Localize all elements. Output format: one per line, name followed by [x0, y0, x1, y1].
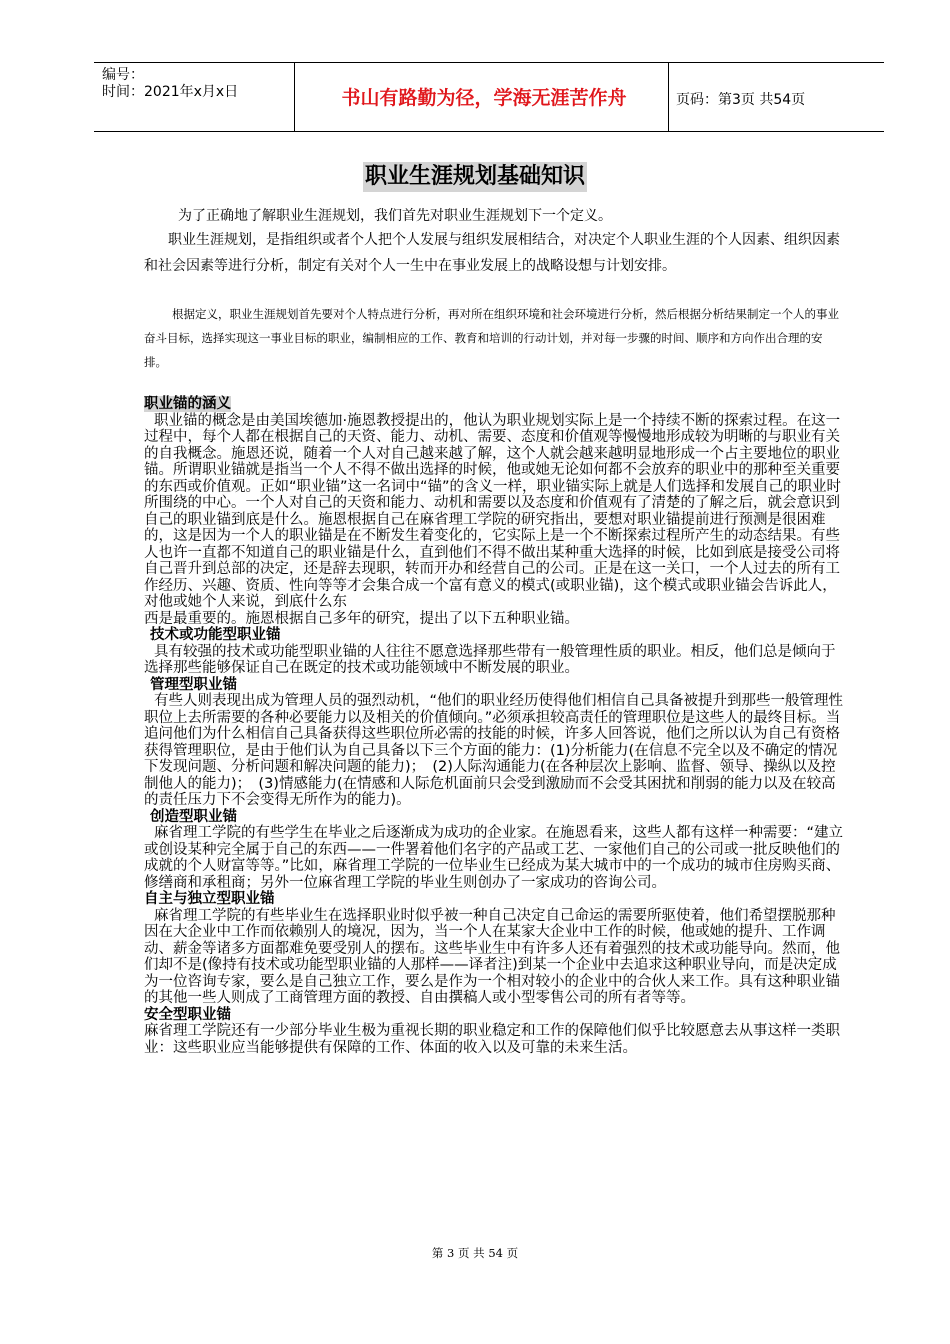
intro-text-3: 根据定义，职业生涯规划首先要对个人特点进行分析，再对所在组织环境和社会环境进行分析，然后根据分析结果制定一个人的事业奋斗目标，选择实现这一事业目标的职业，编制相应的工作、教育和培训的行动计划，并对每一步骤的时间、顺序和方向作出合理的安排。 [144, 307, 839, 369]
document-number-label: 编号： [102, 67, 144, 83]
anchor-type-heading: 自主与独立型职业锚 [144, 891, 275, 907]
anchor-type-text: 麻省理工学院的有些学生在毕业之后逐渐成为成功的企业家。在施恩看来，这些人都有这样一种需要：“建立或创设某种完全属于自己的东西——一件署着他们名字的产品或工艺、一家他们自己的公司或一批反映他们的成就的个人财富等等。”比如，麻省理工学院的一位毕业生已经成为某大城市中的一个成功的城市住房购买商、修缮商和承租商；另外一位麻省理工学院的毕业生则创办了一家成功的咨询公司。 [144, 825, 844, 891]
anchor-type-text: 麻省理工学院的有些毕业生在选择职业时似乎被一种自己决定自己命运的需要所驱使着，他们希望摆脱那种因在大企业中工作而依赖别人的境况，因为，当一个人在某家大企业中工作的时候，他或她的提升、工作调动、薪金等诸多方面都难免要受别人的摆布。这些毕业生中有许多人还有着强烈的技术或功能导向。然而，他们却不是(像持有技术或功能型职业锚的人那样——译者注)到某一个企业中去追求这种职业导向，而是决定成为一位咨询专家，要么是自己独立工作，要么是作为一个相对较小的企业中的合伙人来工作。具有这种职业锚的其他一些人则成了工商管理方面的教授、自由撰稿人或小型零售公司的所有者等等。 [144, 907, 840, 1006]
document-time: 时间：2021年x月x日 [102, 84, 239, 100]
section-paragraph: 职业锚的概念是由美国埃德加·施恩教授提出的，他认为职业规划实际上是一个持续不断的探索过程。在这一过程中，每个人都在根据自己的天资、能力、动机、需要、态度和价值观等慢慢地形成较为明晰的与职业有关的自我概念。施恩还说，随着一个人对自己越来越了解，这个人就会越来越明显地形成一个占主要地位的职业锚。所谓职业锚就是指当一个人不得不做出选择的时候，他或她无论如何都不会放弃的职业中的那种至关重要的东西或价值观。正如“职业锚”这一名词中“锚”的含义一样，职业锚实际上就是人们选择和发展自己的职业时所围绕的中心。一个人对自己的天资和能力、动机和需要以及态度和价值观有了清楚的了解之后，就会意识到自己的职业锚到底是什么。施恩根据自己在麻省理工学院的研究指出，要想对职业锚提前进行预测是很困难的，这是因为一个人的职业锚是在不断发生着变化的，它实际上是一个不断探索过程所产生的动态结果。有些人也许一直都不知道自己的职业锚是什么，直到他们不得不做出某种重大选择的时候，比如到底是接受公司将自己晋升到总部的决定，还是辞去现职，转而开办和经营自己的公司。正是在这一关口，一个人过去的所有工作经历、兴趣、资质、性向等等才会集合成一个富有意义的模式(或职业锚)，这个模式或职业锚会告诉此人，对他或她个人来说，到底什么东 [144, 412, 842, 610]
header-motto: 书山有路勤为径，学海无涯苦作舟 [341, 87, 627, 109]
anchor-type-text: 有些人则表现出成为管理人员的强烈动机，“他们的职业经历使得他们相信自己具备被提升到那些一般管理性职位上去所需要的各种必要能力以及相关的价值倾向。”必须承担较高责任的管理职位是这些人的最终目标。当追问他们为什么相信自己具备获得这些职位所必需的技能的时候，许多人回答说，他们之所以认为自己有资格获得管理职位，是由于他们认为自己具备以下三个方面的能力：(1)分析能力(在信息不完全以及不确定的情况下发现问题、分析问题和解决问题的能力)； (2)人际沟通能力(在各种层次上影响、监督、领导、操纵以及控制他人的能力)； (3)情感能力(在情感和人际危机面前只会受到激励而不会受其困扰和削弱的能力以及在较高的责任压力下不会变得无所作为的能力)。 [144, 693, 844, 808]
anchor-type-heading: 创造型职业锚 [150, 808, 237, 825]
section-paragraph: 西是最重要的。施恩根据自己多年的研究，提出了以下五种职业锚。 [144, 610, 579, 627]
header-divider [294, 63, 295, 131]
anchor-type-text: 麻省理工学院还有一少部分毕业生极为重视长期的职业稳定和工作的保障他们似乎比较愿意去从事这样一类职业：这些职业应当能够提供有保障的工作、体面的收入以及可靠的未来生活。 [144, 1023, 840, 1056]
anchor-type-heading: 安全型职业锚 [144, 1006, 231, 1023]
intro-text-1: 为了正确地了解职业生涯规划，我们首先对职业生涯规划下一个定义。 [178, 208, 612, 224]
header-meta [102, 67, 238, 101]
intro-paragraph [144, 302, 844, 374]
header-page-info: 页码：第3页 共54页 [676, 92, 806, 108]
page-header [94, 62, 884, 132]
section-heading [144, 396, 844, 413]
section-heading-text: 职业锚的涵义 [144, 396, 231, 412]
page-footer: 第 3 页 共 54 页 [431, 1246, 519, 1260]
main-content [144, 396, 844, 1056]
document-title: 职业生涯规划基础知识 [363, 162, 587, 192]
document-title-wrap [0, 162, 950, 192]
intro-paragraph [144, 228, 844, 279]
anchor-type-heading: 管理型职业锚 [150, 676, 237, 693]
intro-paragraph [144, 204, 844, 228]
header-divider [668, 63, 669, 131]
anchor-type-heading: 技术或功能型职业锚 [150, 627, 281, 643]
anchor-type-text: 具有较强的技术或功能型职业锚的人往往不愿意选择那些带有一般管理性质的职业。相反，他们总是倾向于选择那些能够保证自己在既定的技术或功能领域中不断发展的职业。 [144, 643, 836, 676]
intro-text-2: 职业生涯规划，是指组织或者个人把个人发展与组织发展相结合，对决定个人职业生涯的个人因素、组织因素和社会因素等进行分析，制定有关对个人一生中在事业发展上的战略设想与计划安排。 [144, 232, 840, 274]
